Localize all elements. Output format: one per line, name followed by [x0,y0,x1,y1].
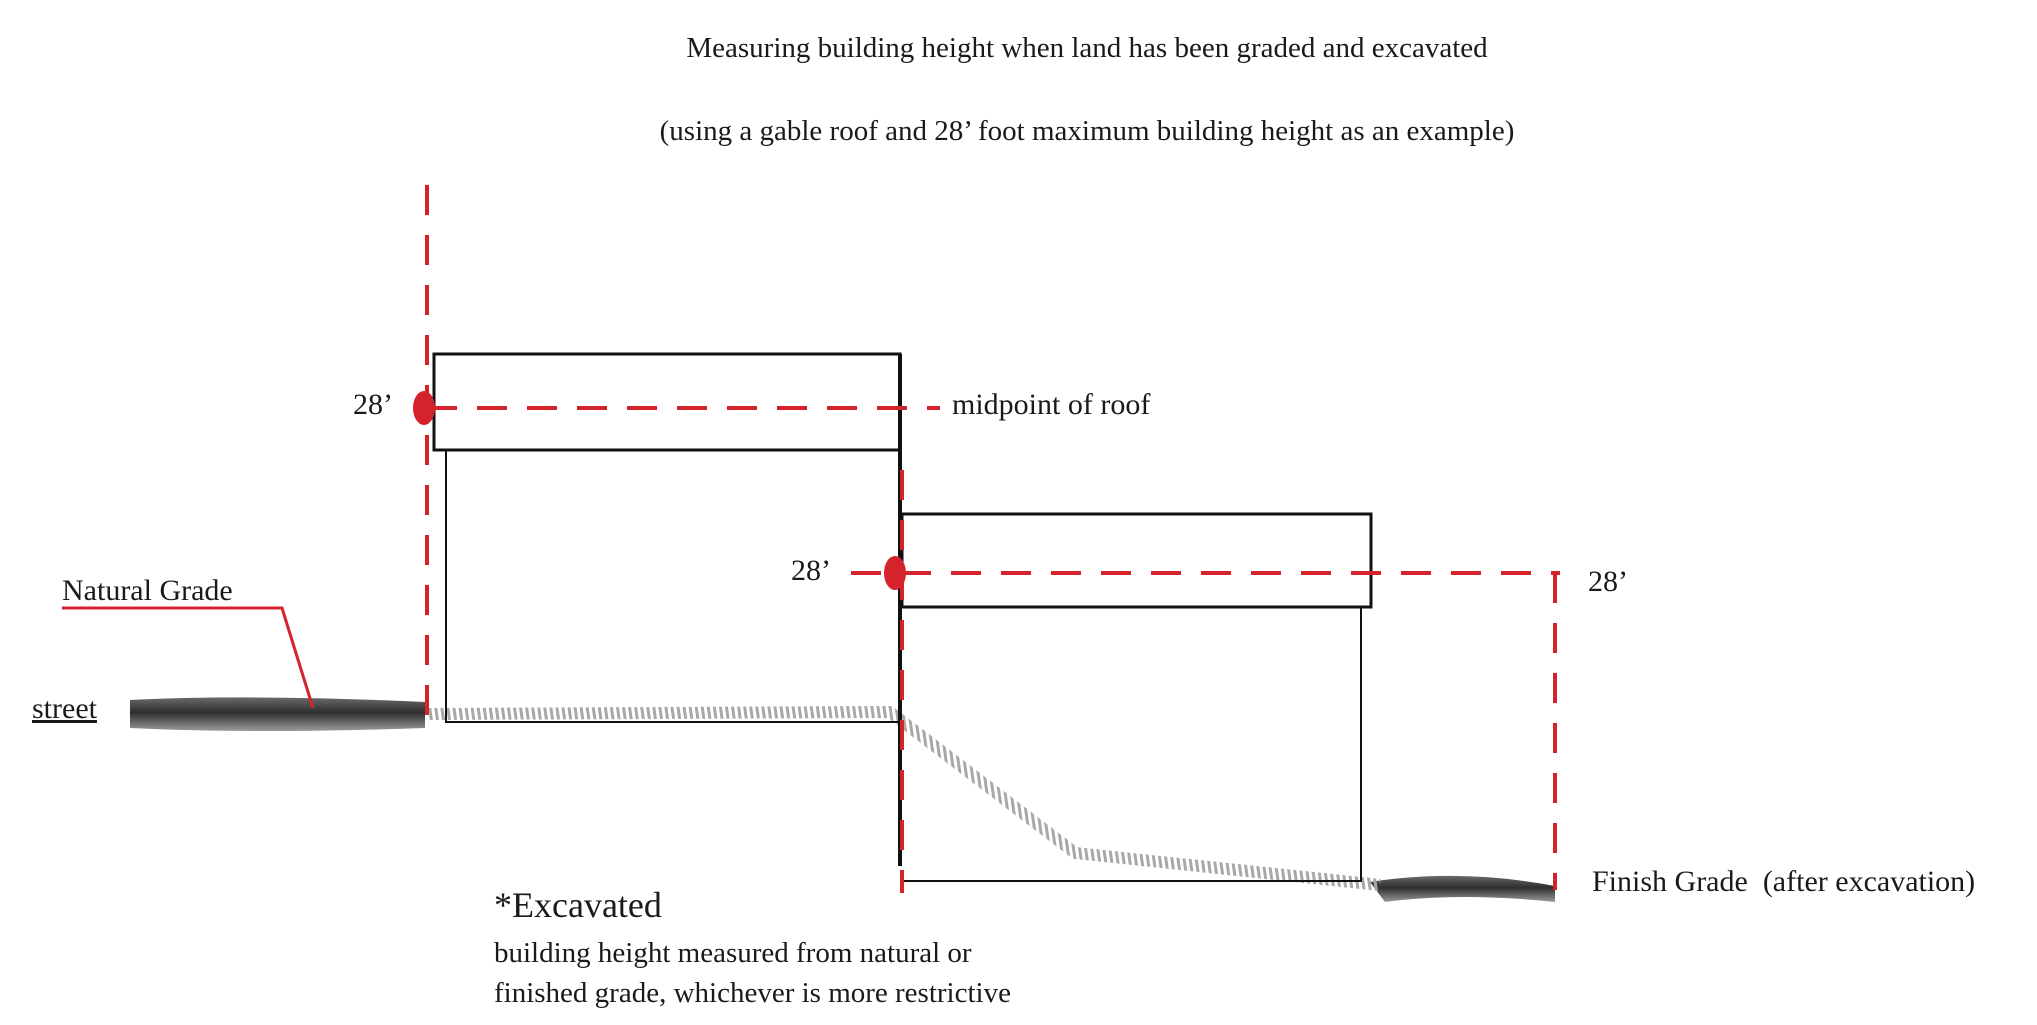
height-label-middle: 28’ [791,554,831,587]
upper-roof-block [434,354,900,450]
left-height-marker [413,391,435,425]
diagram-title: Measuring building height when land has been graded and excavated [686,32,1488,64]
middle-height-marker [884,556,906,590]
finish-grade-ground [1370,876,1555,902]
height-label-right: 28’ [1588,565,1628,598]
height-label-left: 28’ [353,388,393,421]
diagram-subtitle: (using a gable roof and 28’ foot maximum building height as an example) [659,115,1515,147]
natural-grade-leader [62,608,313,708]
street-ground [130,697,425,731]
midpoint-of-roof-label: midpoint of roof [952,388,1151,421]
excavated-note-line-2: finished grade, whichever is more restrictive [494,977,1011,1009]
lower-building-walls [904,607,1361,881]
natural-grade-label: Natural Grade [62,574,233,607]
excavated-note-heading: *Excavated [494,885,662,925]
excavated-note-line-1: building height measured from natural or [494,937,972,969]
street-label: street [32,692,97,725]
upper-building-walls [446,450,900,722]
lower-roof-block [902,514,1371,607]
finish-grade-label: Finish Grade (after excavation) [1592,865,1976,898]
